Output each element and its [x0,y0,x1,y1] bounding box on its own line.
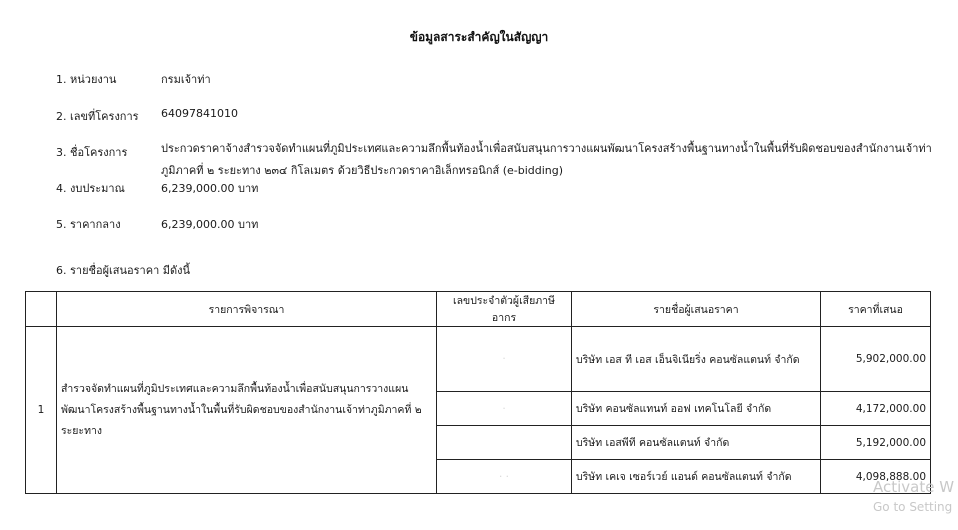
header-no [26,292,57,327]
tax-id-cell: · [437,392,572,426]
bidders-table [25,291,931,494]
header-tax-id: เลขประจำตัวผู้เสียภาษีอากร [437,292,572,327]
header-price: ราคาที่เสนอ [821,292,931,327]
field-label: 3. ชื่อโครงการ [56,146,128,159]
header-bidder-name: รายชื่อผู้เสนอราคา [572,292,821,327]
field-value: 64097841010 [161,107,238,120]
field-value: ประกวดราคาจ้างสำรวจจัดทำแผนที่ภูมิประเทศและความลึกพื้นท้องน้ำเพื่อสนับสนุนการวางแผนพัฒนาโครงสร้างพื้นฐานทางน้ำในพื้นที่รับผิดชอบของสำนักงานเจ้าท่าภูมิภาคที่ ๒ ระยะทาง ๒๓๔ กิโลเมตร ด้วยวิธีประกวดราคาอิเล็กทรอนิกส์ (e-bidding) [161,142,932,177]
price-cell: 5,902,000.00 [821,327,931,392]
price-cell: 5,192,000.00 [821,426,931,460]
field-label: 6. รายชื่อผู้เสนอราคา มีดังนี้ [56,264,191,277]
price-cell: 4,172,000.00 [821,392,931,426]
document-title: ข้อมูลสาระสำคัญในสัญญา [409,30,549,44]
bidder-name-cell: บริษัท คอนซัลแทนท์ ออฟ เทคโนโลยี จำกัด [572,392,821,426]
tax-id-cell: · [437,327,572,392]
field-label: 1. หน่วยงาน [56,73,117,86]
row-number: 1 [26,327,57,494]
table-row [26,327,931,392]
watermark-line-2: Go to Setting [873,500,953,514]
header-item: รายการพิจารณา [57,292,437,327]
field-label: 5. ราคากลาง [56,218,121,231]
bidder-name-cell: บริษัท เอส ที เอส เอ็นจิเนียริ่ง คอนซัลแตนท์ จำกัด [572,327,821,392]
field-label: 2. เลขที่โครงการ [56,110,139,123]
watermark-line-1: Activate W [873,478,955,496]
tax-id-cell: · · [437,460,572,494]
field-label: 4. งบประมาณ [56,182,125,195]
field-value: 6,239,000.00 บาท [161,218,259,231]
bidder-name-cell: บริษัท เอสพีที คอนซัลแตนท์ จำกัด [572,426,821,460]
table-header-row [26,292,931,327]
item-description: สำรวจจัดทำแผนที่ภูมิประเทศและความลึกพื้นท้องน้ำเพื่อสนับสนุนการวางแผนพัฒนาโครงสร้างพื้นฐานทางน้ำในพื้นที่รับผิดชอบของสำนักงานเจ้าท่าภูมิภาคที่ ๒ ระยะทาง [57,327,437,494]
activation-watermark [873,477,954,517]
bidder-name-cell: บริษัท เคเจ เซอร์เวย์ แอนด์ คอนซัลแตนท์ จำกัด [572,460,821,494]
price-cell: 4,098,888.00 [821,460,931,494]
field-value: กรมเจ้าท่า [161,73,211,86]
tax-id-cell [437,426,572,460]
field-value: 6,239,000.00 บาท [161,182,259,195]
